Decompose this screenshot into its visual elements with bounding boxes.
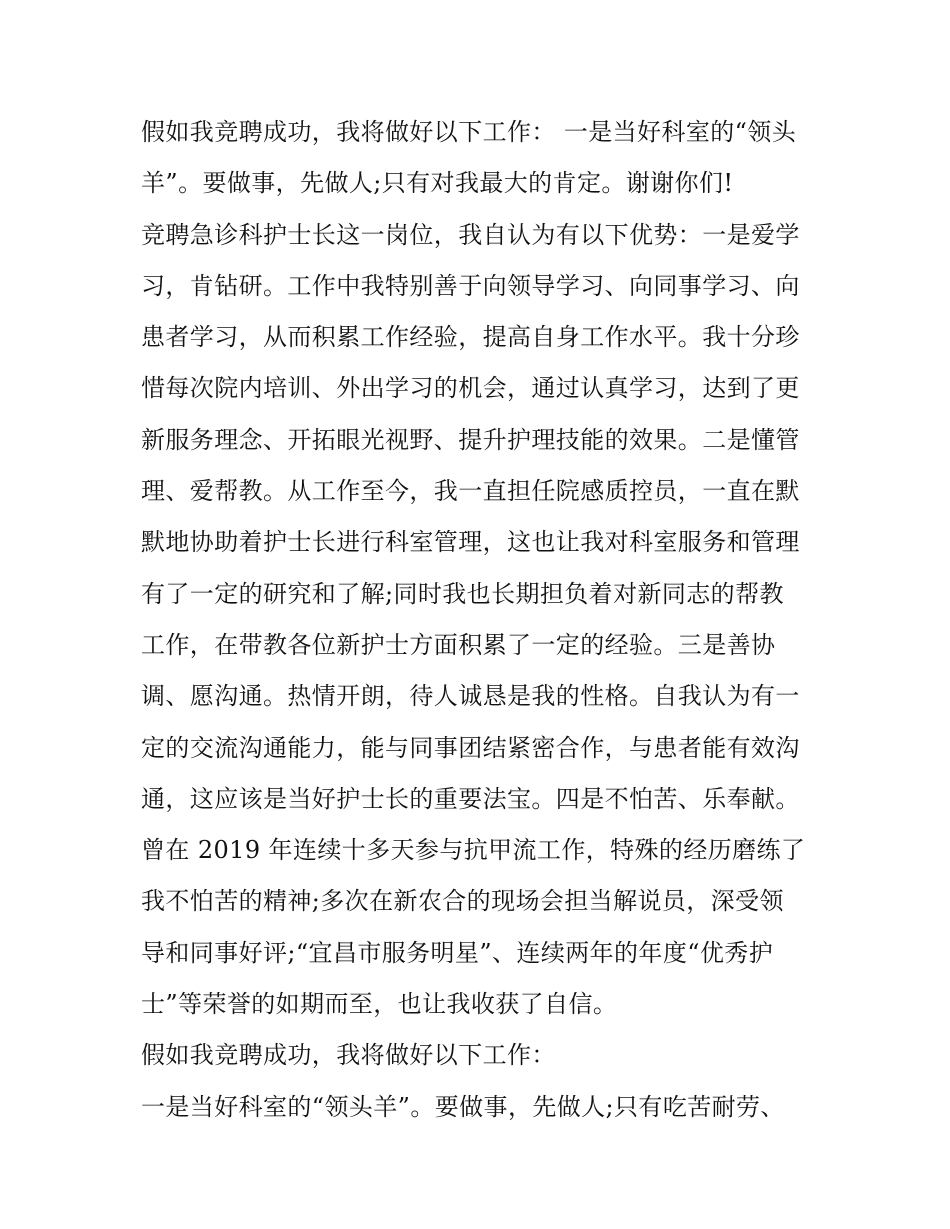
text-line: 理、爱帮教。从工作至今，我一直担任院感质控员，一直在默 — [141, 477, 800, 506]
text-line: 假如我竞聘成功，我将做好以下工作： 一是当好科室的“领头 — [141, 118, 797, 146]
text-line: 调、愿沟通。热情开朗，待人诚恳是我的性格。自我认为有一 — [141, 682, 800, 711]
text-line: 患者学习，从而积累工作经验，提高自身工作水平。我十分珍 — [141, 323, 800, 352]
text-line: 导和同事好评;“宜昌市服务明星”、连续两年的年度“优秀护 — [141, 938, 774, 967]
text-line: 竞聘急诊科护士长这一岗位，我自认为有以下优势：一是爱学 — [141, 220, 800, 249]
text-line: 定的交流沟通能力，能与同事团结紧密合作，与患者能有效沟 — [141, 733, 800, 762]
text-line: 习，肯钻研。工作中我特别善于向领导学习、向同事学习、向 — [141, 271, 800, 300]
text-line: 我不怕苦的精神;多次在新农合的现场会担当解说员，深受领 — [141, 887, 784, 916]
text-line: 士”等荣誉的如期而至，也让我收获了自信。 — [141, 990, 618, 1019]
text-line: 曾在 2019 年连续十多天参与抗甲流工作，特殊的经历磨练了 — [141, 836, 806, 865]
text-line: 通，这应该是当好护士长的重要法宝。四是不怕苦、乐奉献。 — [141, 784, 800, 813]
text-line: 默地协助着护士长进行科室管理，这也让我对科室服务和管理 — [141, 528, 800, 557]
document-body — [141, 107, 821, 1133]
text-line: 惜每次院内培训、外出学习的机会，通过认真学习，达到了更 — [141, 374, 800, 403]
text-line: 一是当好科室的“领头羊”。要做事，先做人;只有吃苦耐劳、 — [141, 1092, 785, 1121]
text-line: 假如我竞聘成功，我将做好以下工作： — [141, 1041, 556, 1070]
text-line: 工作，在带教各位新护士方面积累了一定的经验。三是善协 — [141, 630, 776, 659]
text-line: 有了一定的研究和了解;同时我也长期担负着对新同志的帮教 — [141, 579, 784, 608]
text-line: 新服务理念、开拓眼光视野、提升护理技能的效果。二是懂管 — [141, 425, 800, 454]
text-line: 羊”。要做事，先做人;只有对我最大的肯定。谢谢你们! — [141, 169, 734, 198]
